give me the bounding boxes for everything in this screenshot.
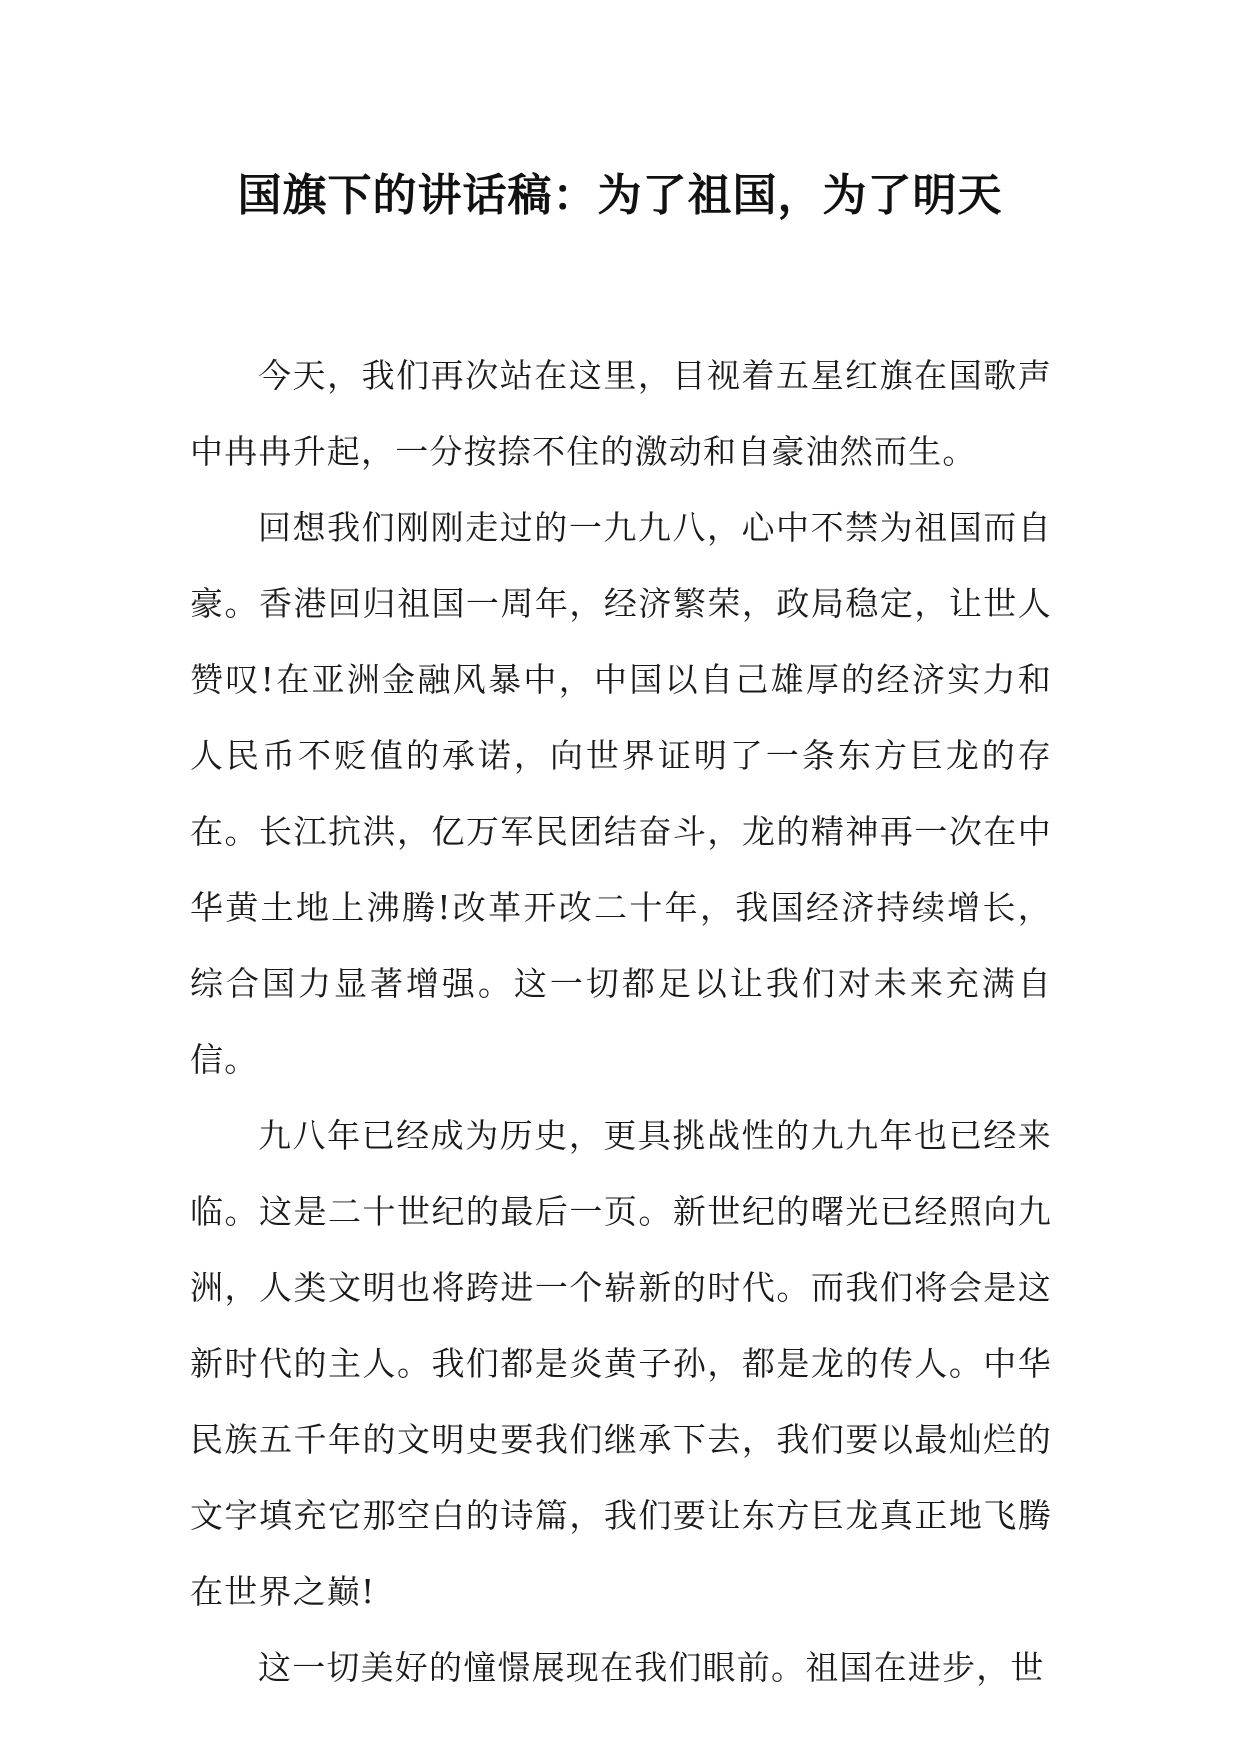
- paragraph: 今天，我们再次站在这里，目视着五星红旗在国歌声中冉冉升起，一分按捺不住的激动和自豪油然而生。: [190, 356, 1052, 471]
- paragraph: 这一切美好的憧憬展现在我们眼前。祖国在进步，世: [258, 1648, 1045, 1687]
- document-title: 国旗下的讲话稿：为了祖国，为了明天: [237, 170, 1003, 221]
- document-body: [190, 338, 1052, 1706]
- paragraph: 九八年已经成为历史，更具挑战性的九九年也已经来临。这是二十世纪的最后一页。新世纪的曙光已经照向九洲，人类文明也将跨进一个崭新的时代。而我们将会是这新时代的主人。我们都是炎黄子孙，都是龙的传人。中华民族五千年的文明史要我们继承下去，我们要以最灿烂的文字填充它那空白的诗篇，我们要让东方巨龙真正地飞腾在世界之巅!: [190, 1116, 1052, 1611]
- paragraph: 回想我们刚刚走过的一九九八，心中不禁为祖国而自豪。香港回归祖国一周年，经济繁荣，政局稳定，让世人赞叹!在亚洲金融风暴中，中国以自己雄厚的经济实力和人民币不贬值的承诺，向世界证明了一条东方巨龙的存在。长江抗洪，亿万军民团结奋斗，龙的精神再一次在中华黄土地上沸腾!改革开改二十年，我国经济持续增长，综合国力显著增强。这一切都足以让我们对未来充满自信。: [190, 508, 1052, 1079]
